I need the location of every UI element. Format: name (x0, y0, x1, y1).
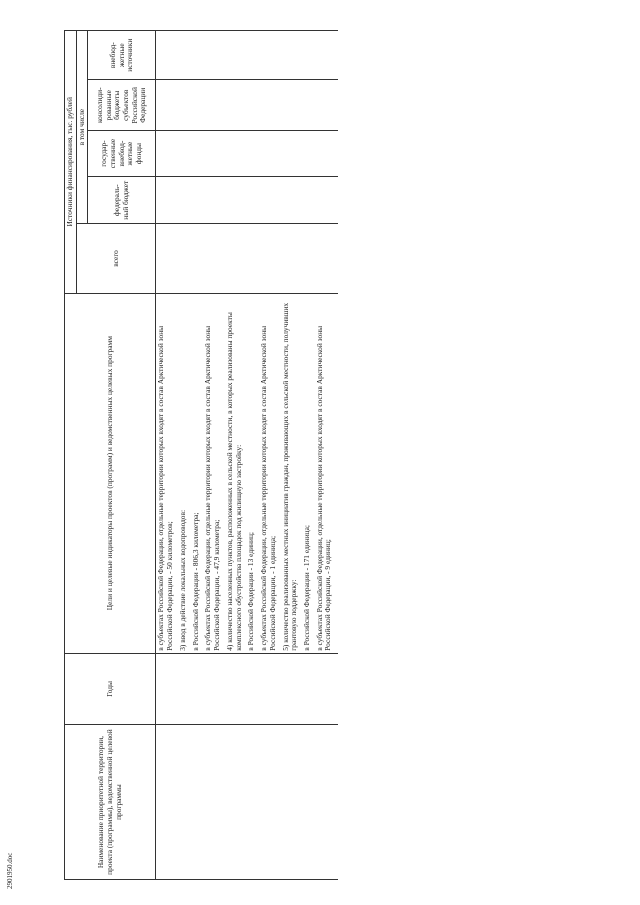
goal-item: в субъектах Российской Федерации, отдельные территории которых входят в состав Арктической зоны Российской Федерации, - 1 единица; (259, 325, 277, 651)
cell-name (156, 725, 338, 880)
cell-federal (156, 177, 338, 224)
header-name: Наименование приоритетной территории, проекта (программы), ведомственной целевой программы (65, 725, 156, 880)
goal-item: 3) ввод в действие локальных водопроводов: (177, 509, 187, 651)
header-total: всего (76, 224, 156, 293)
header-funding: Источники финансирования, тыс. рублей (65, 31, 77, 294)
rotated-sheet (64, 0, 333, 880)
cell-goals (156, 293, 338, 653)
cell-extra (156, 31, 338, 80)
header-including: в том числе (76, 31, 88, 224)
goal-item: в субъектах Российской Федерации, отдельные территории которых входят в состав Арктической зоны Российской Федерации, - 50 километров; (156, 325, 175, 651)
header-extra: внебюд-жетные источники (88, 31, 156, 80)
cell-consolidated (156, 80, 338, 131)
cell-years (156, 653, 338, 724)
header-consolidated: консолиди-рованные бюджеты субъектов Российской Федерации (88, 80, 156, 131)
cell-total (156, 224, 338, 293)
goal-item: в субъектах Российской Федерации, отдельные территории которых входят в состав Арктической зоны Российской Федерации, - 9 единиц; (314, 325, 333, 651)
goal-item: 5) количество реализованных местных инициатив граждан, проживающих в сельской местности, получивших грантовую поддержку: (280, 302, 299, 651)
footer-file-name: 2901950.doc (6, 852, 14, 889)
goal-item: 4) количество населенных пунктов, расположенных в сельской местности, в которых реализованы проекты комплексного обустройства площадок под жилищную застройку: (224, 312, 243, 651)
goal-item: в Российской Федерации - 806,3 километра; (190, 512, 200, 651)
goal-item: в Российской Федерации - 171 единица; (302, 525, 312, 651)
cell-state-funds (156, 131, 338, 177)
page-number (454, 0, 470, 3)
header-federal: федераль-ный бюджет (88, 177, 156, 224)
header-years: Годы (65, 653, 156, 724)
funding-table (64, 30, 338, 880)
header-state-funds: государ-ственные внебюд-жетные фонды (88, 131, 156, 177)
goal-item: в Российской Федерации - 13 единиц; (246, 532, 256, 651)
header-goals: Цели и целевые индикаторы проектов (программ) и ведомственных целевых программ (65, 293, 156, 653)
goal-item: в субъектах Российской Федерации, отдельные территории которых входят в состав Арктической зоны Российской Федерации, - 47,9 километра; (203, 325, 222, 651)
